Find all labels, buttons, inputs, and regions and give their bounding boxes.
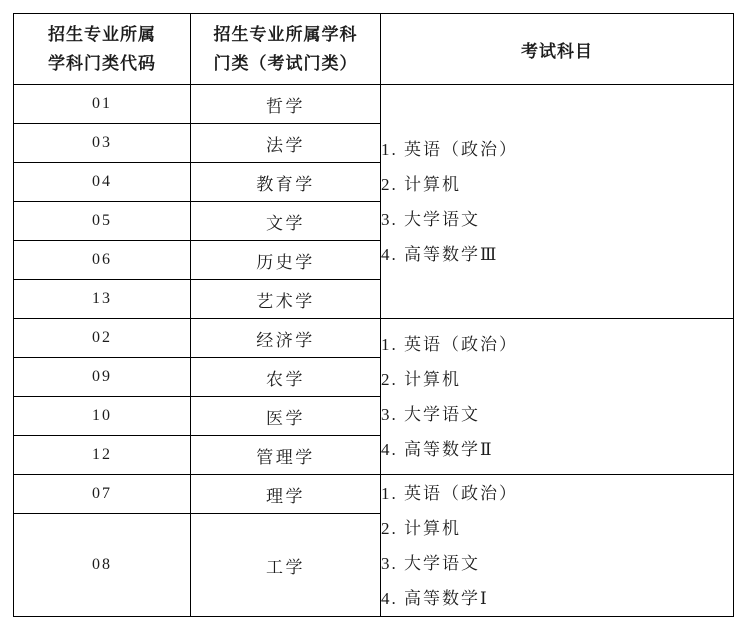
subject-line: 4. 高等数学Ⅰ xyxy=(381,588,489,608)
subject-line: 1. 英语（政治） xyxy=(381,483,518,503)
subject-line: 3. 大学语文 xyxy=(381,209,480,229)
code-cell: 10 xyxy=(14,397,191,436)
code-cell: 05 xyxy=(14,202,191,241)
subject-line: 3. 大学语文 xyxy=(381,553,480,573)
subject-line: 1. 英语（政治） xyxy=(381,334,518,354)
category-cell: 医学 xyxy=(191,397,381,436)
subjects-cell xyxy=(381,85,734,319)
exam-subjects-table xyxy=(13,13,734,617)
subjects-cell xyxy=(381,319,734,475)
category-cell: 理学 xyxy=(191,475,381,514)
header-row xyxy=(14,14,734,85)
header-col-code xyxy=(14,14,191,85)
category-cell: 工学 xyxy=(191,514,381,617)
category-cell: 艺术学 xyxy=(191,280,381,319)
code-cell: 08 xyxy=(14,514,191,617)
subject-line: 4. 高等数学Ⅲ xyxy=(381,244,499,264)
code-cell: 13 xyxy=(14,280,191,319)
code-cell: 01 xyxy=(14,85,191,124)
category-cell: 农学 xyxy=(191,358,381,397)
subject-line: 3. 大学语文 xyxy=(381,404,480,424)
table-row xyxy=(14,319,734,358)
subject-line: 1. 英语（政治） xyxy=(381,139,518,159)
subjects-cell xyxy=(381,475,734,617)
subject-line: 4. 高等数学Ⅱ xyxy=(381,439,494,459)
category-cell: 教育学 xyxy=(191,163,381,202)
code-cell: 04 xyxy=(14,163,191,202)
category-cell: 文学 xyxy=(191,202,381,241)
header-col-category xyxy=(191,14,381,85)
header-line: 招生专业所属 xyxy=(48,25,156,44)
code-cell: 09 xyxy=(14,358,191,397)
subject-line: 2. 计算机 xyxy=(381,174,461,194)
category-cell: 历史学 xyxy=(191,241,381,280)
category-cell: 法学 xyxy=(191,124,381,163)
category-cell: 管理学 xyxy=(191,436,381,475)
exam-subjects-table-wrapper xyxy=(13,13,734,617)
header-col-subjects: 考试科目 xyxy=(381,14,734,85)
code-cell: 02 xyxy=(14,319,191,358)
table-row xyxy=(14,85,734,124)
code-cell: 07 xyxy=(14,475,191,514)
header-line: 学科门类代码 xyxy=(48,54,156,73)
code-cell: 03 xyxy=(14,124,191,163)
subject-line: 2. 计算机 xyxy=(381,369,461,389)
code-cell: 12 xyxy=(14,436,191,475)
header-line: 招生专业所属学科 xyxy=(213,25,358,44)
table-row xyxy=(14,475,734,514)
code-cell: 06 xyxy=(14,241,191,280)
header-line: 门类（考试门类） xyxy=(213,54,358,73)
category-cell: 哲学 xyxy=(191,85,381,124)
category-cell: 经济学 xyxy=(191,319,381,358)
subject-line: 2. 计算机 xyxy=(381,518,461,538)
